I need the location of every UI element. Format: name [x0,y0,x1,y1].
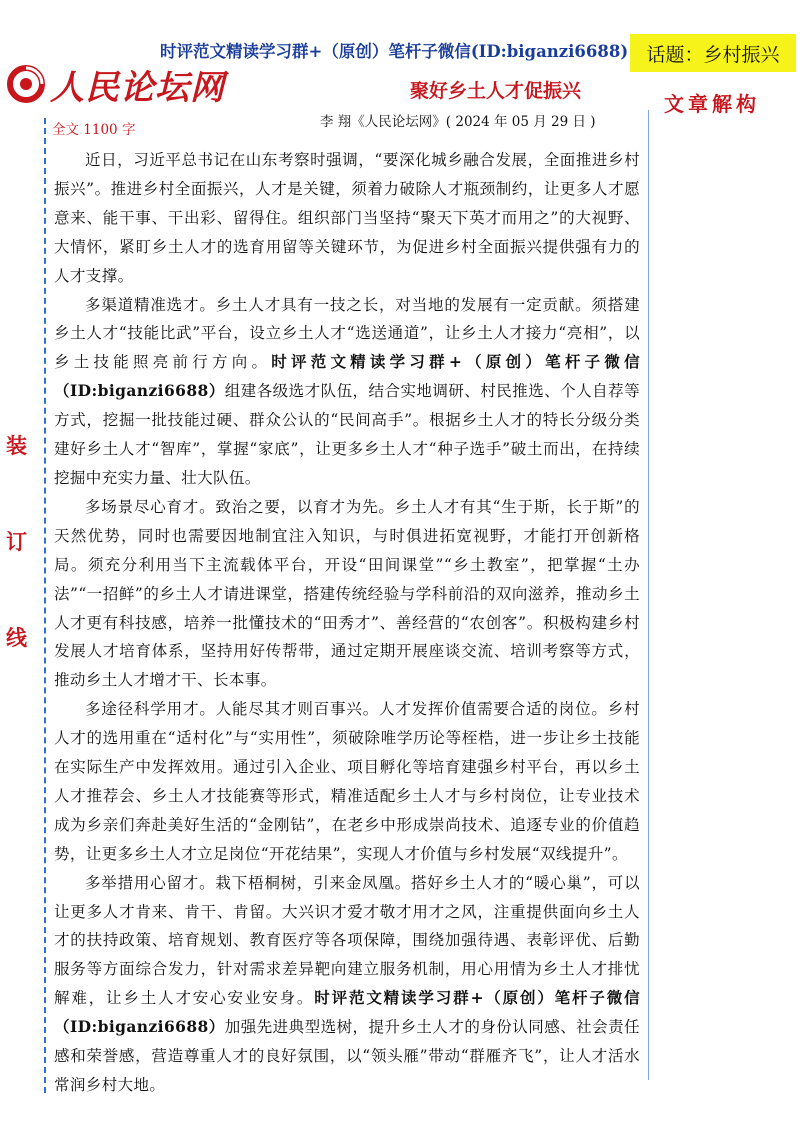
logo [6,62,256,106]
article-title: 聚好乡土人才促振兴 [410,80,582,102]
paragraph-cultivate: 多场景尽心育才。致治之要，以育才为先。乡土人才有其“生于斯，长于斯”的天然优势，同时也需要因地制宜注入知识，与时俱进拓宽视野，才能打开创新格局。须充分利用当下主流载体平台，开设“田间课堂”“乡土教室”，把掌握“土办法”“一招鲜”的乡土人才请进课堂，搭建传统经验与学科前沿的双向滋养，推动乡土人才更有科技感，培养一批懂技术的“田秀才”、善经营的“农创客”。积极构建乡村发展人才培育体系，坚持用好传帮带，通过定期开展座谈交流、培训考察等方式，推动乡土人才增才干、长本事。 [54,497,640,690]
article-body [54,146,640,1100]
paragraph-use: 多途径科学用才。人能尽其才则百事兴。人才发挥价值需要合适的岗位。乡村人才的选用重在“适村化”与“实用性”，须破除唯学历论等桎梏，进一步让乡土技能在实际生产中发挥效用。通过引入企业、项目孵化等培育建强乡村平台，再以乡土人才推荐会、乡土人才技能赛等形式，精准适配乡土人才与乡村岗位，让专业技术成为乡亲们奔赴美好生活的“金刚钻”，在老乡中形成崇尚技术、追逐专业的价值趋势，让更多乡土人才立足岗位“开花结果”，实现人才价值与乡村发展“双线提升”。 [54,700,640,863]
binding-char-2: 订 [6,529,27,554]
paragraph-retain [54,869,640,1100]
paragraph-retain-text-2: 加强先进典型选树，提升乡土人才的身份认同感、社会责任感和荣誉感，营造尊重人才的良好氛围，以“领头雁”带动“群雁齐飞”，让人才活水常润乡村大地。 [54,1018,640,1094]
binding-char-1: 装 [6,433,27,458]
analysis-label: 文章解构 [664,92,760,116]
paragraph-select-text-1: 多渠道精准选才。乡土人才具有一技之长，对当地的发展有一定贡献。须搭建乡土人才“技能比武”平台，设立乡土人才“选送通道”，让乡土人才接力“亮相”，以乡土技能照亮前行方向。 [54,295,640,372]
binding-char-3: 线 [6,625,27,650]
paragraph-intro: 近日，习近平总书记在山东考察时强调，“要深化城乡融合发展，全面推进乡村振兴”。推进乡村全面振兴，人才是关键，须着力破除人才瓶颈制约，让更多人才愿意来、能干事、干出彩、留得住。组织部门当坚持“聚天下英才而用之”的大视野、大情怀，紧盯乡土人才的选育用留等关键环节，为促进乡村全面振兴提供强有力的人才支撑。 [54,151,640,285]
paragraph-select-text-2: 组建各级选才队伍，结合实地调研、村民推选、个人自荐等方式，挖掘一批技能过硬、群众公认的“民间高手”。根据乡土人才的特长分级分类建好乡土人才“智库”，掌握“家底”，让更多乡土人才“种子选手”破土而出，在持续挖掘中充实力量、壮大队伍。 [54,382,640,487]
binding-dashed-line [44,118,46,1093]
paragraph-retain-text-1: 多举措用心留才。栽下梧桐树，引来金凤凰。搭好乡土人才的“暖心巢”，可以让更多人才肯来、肯干、肯留。大兴识才爱才敬才用才之风，注重提供面向乡土人才的扶持政策、培育规划、教育医疗等各项保障，围绕加强待遇、表彰评优、后勤服务等方面综合发力，针对需求差异靶向建立服务机制，用心用情为乡土人才排忧解难，让乡土人才安心安业安身。 [54,873,640,1008]
topic-badge: 话题：乡村振兴 [630,34,796,72]
inline-watermark: 时评范文精读学习群+（原创）笔杆子微信（ID:biganzi6688） [54,352,640,401]
paragraph-select [54,291,640,493]
inline-watermark: 时评范文精读学习群+（原创）笔杆子微信（ID:biganzi6688） [54,988,640,1037]
article-byline: 李 翔《人民论坛网》( 2024 年 05 月 29 日 ) [320,114,596,130]
logo-text: 人民论坛网 [50,68,225,108]
logo-swirl-icon [6,64,46,104]
word-count: 全文 1100 字 [52,122,136,138]
header-watermark-line: 时评范文精读学习群+（原创）笔杆子微信(ID:biganzi6688) [160,42,629,61]
column-divider [648,110,649,1080]
